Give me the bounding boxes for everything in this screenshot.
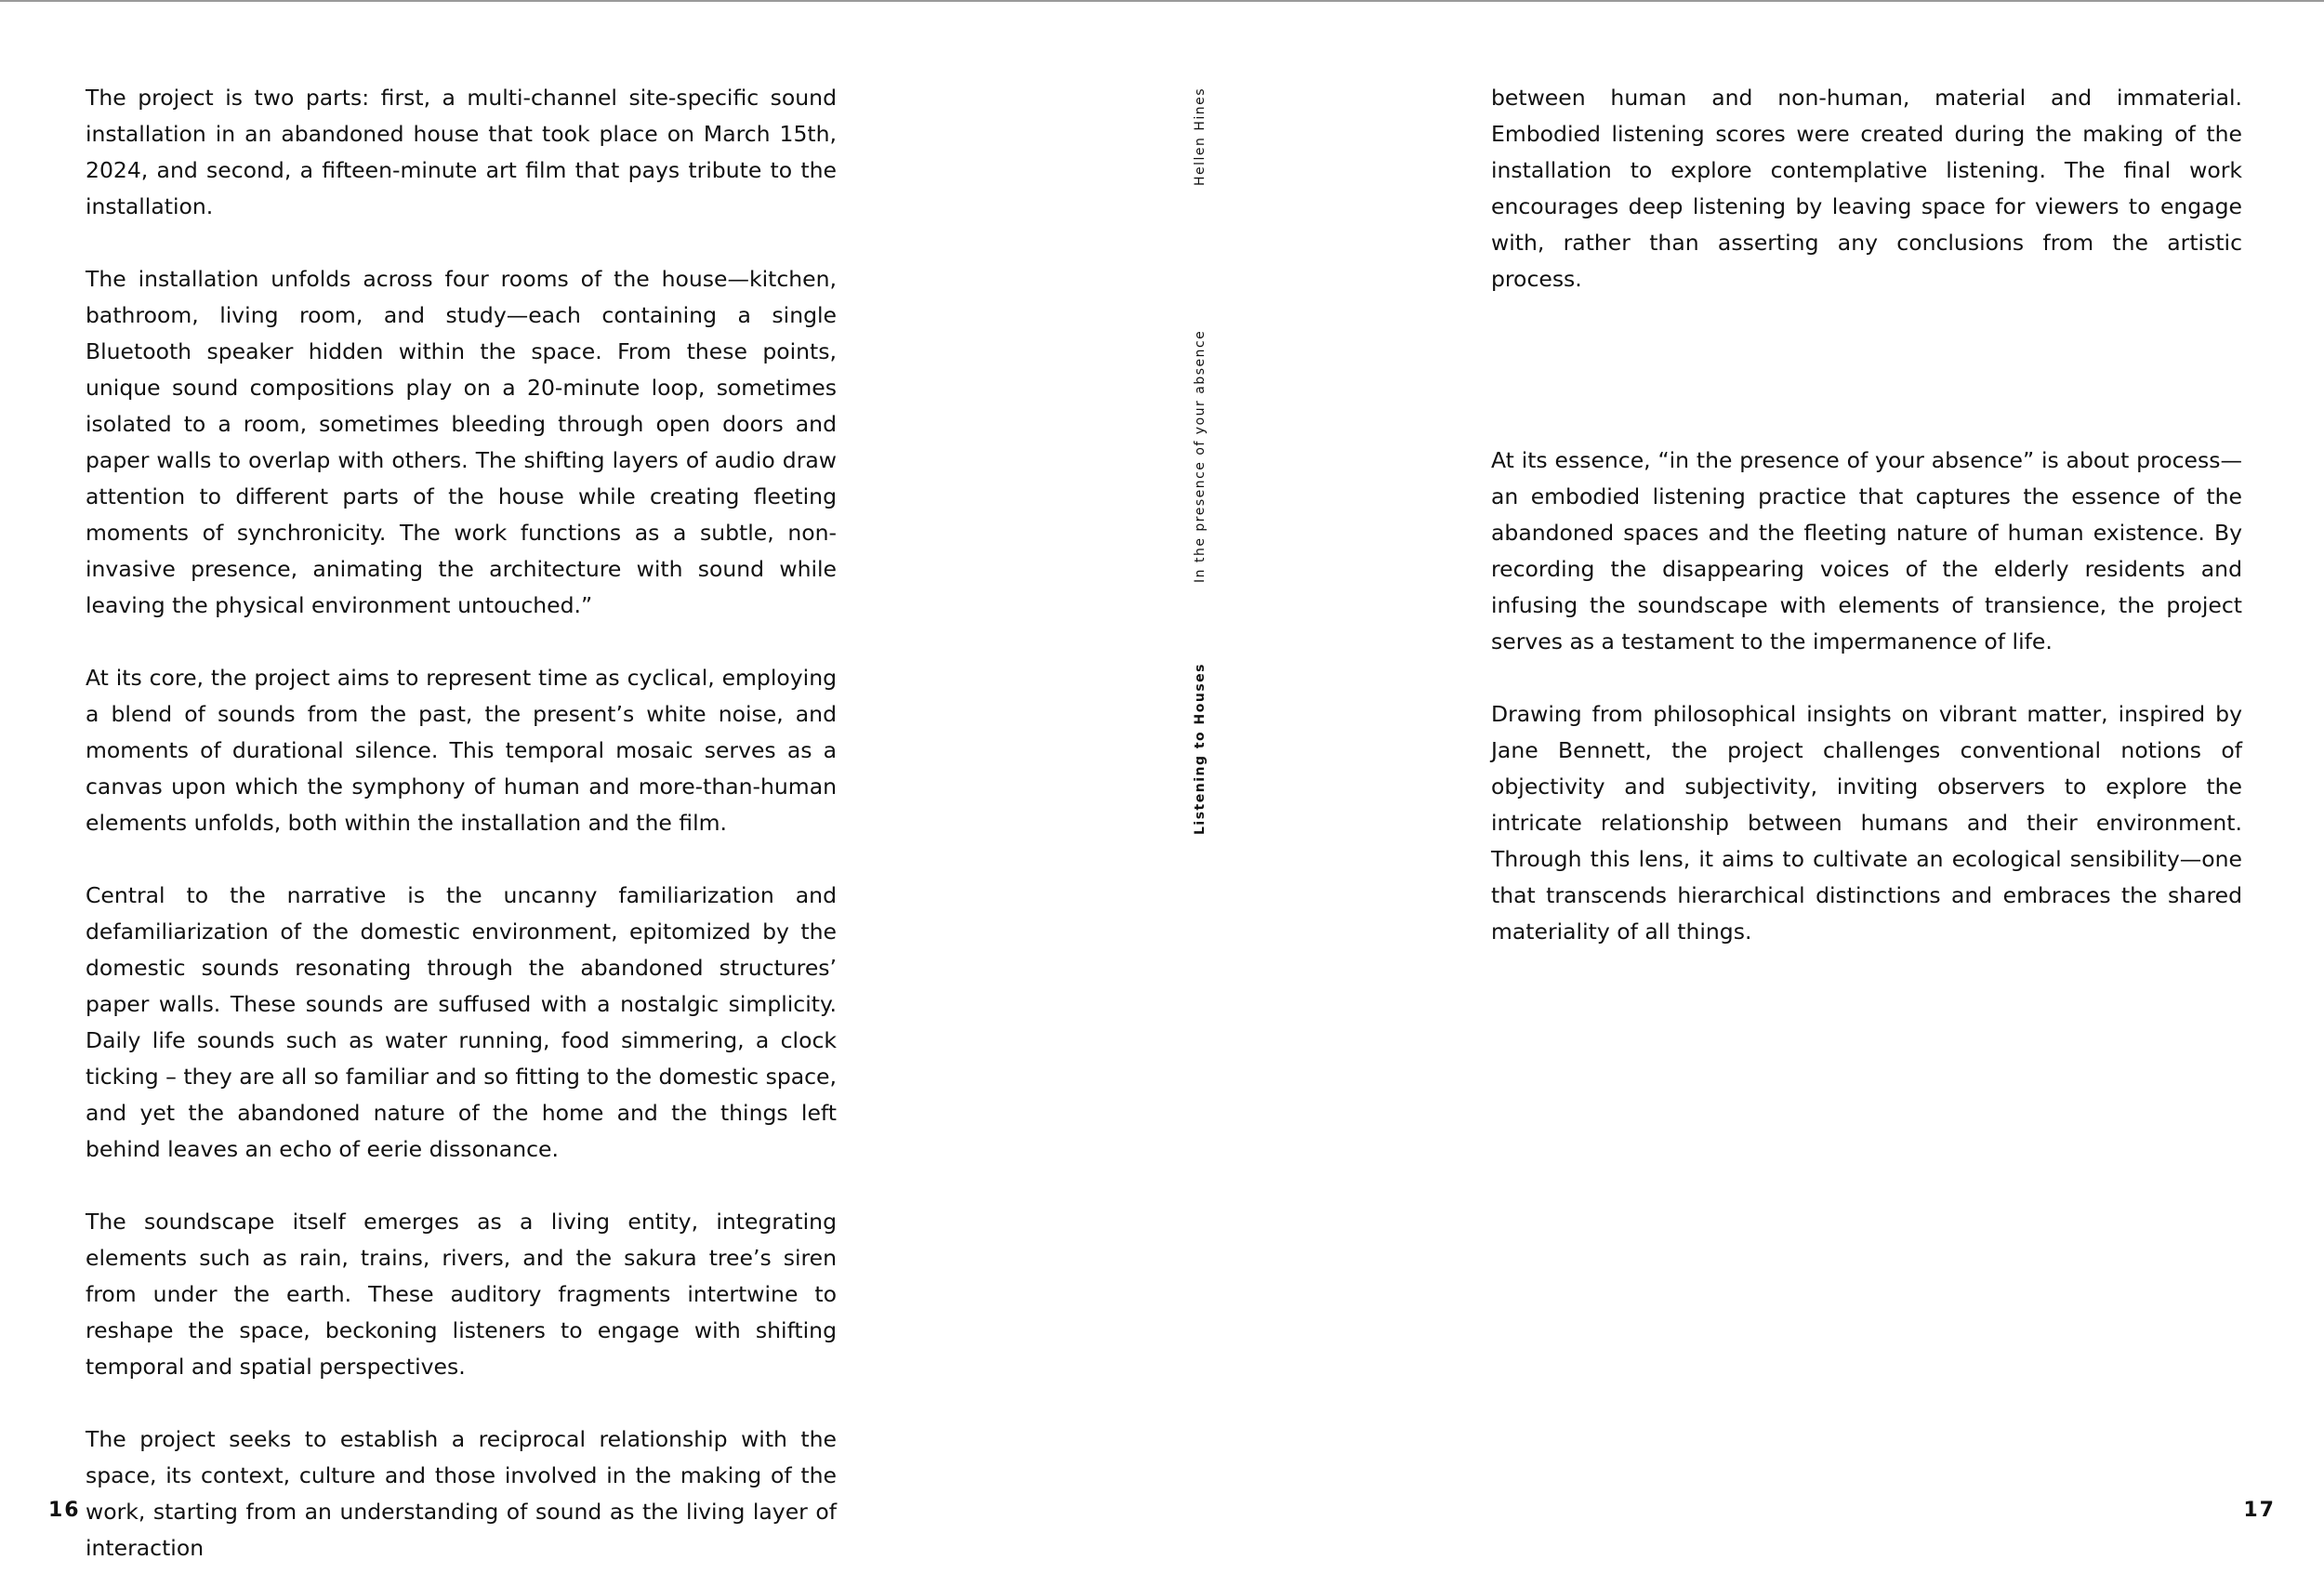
right-page-text-column (1491, 80, 2242, 950)
right-paragraph-3: Drawing from philosophical insights on vibrant matter, inspired by Jane Bennett, the project challenges conventional notions of objectivity and subjectivity, inviting observers to explore the intricate relationship between humans and their environment. Through this lens, it aims to cultivate an ecological sensibility—one that transcends hierarchical distinctions and embraces the shared materiality of all things. (1491, 701, 2242, 945)
left-paragraph-5: The soundscape itself emerges as a living entity, integrating elements such as rain, trains, rivers, and the sakura tree’s siren from under the earth. These auditory fragments intertwine to reshape the space, beckoning listeners to engage with shifting temporal and spatial perspectives. (86, 1209, 837, 1380)
left-paragraph-4: Central to the narrative is the uncanny familiarization and defamiliarization of the domestic environment, epitomized by the domestic sounds resonating through the abandoned structures’ paper walls. These sounds are suffused with a nostalgic simplicity. Daily life sounds such as water running, food simmering, a clock ticking – they are all so familiar and so fitting to the domestic space, and yet the abandoned nature of the home and the things left behind leaves an echo of eerie dissonance. (86, 882, 837, 1162)
running-head-author: Hellen Hines (1193, 86, 1208, 187)
left-paragraph-3: At its core, the project aims to represent time as cyclical, employing a blend of sounds from the past, the present’s white noise, and moments of durational silence. This temporal mosaic serves as a canvas upon which the symphony of human and more-than-human elements unfolds, both within the installation and the film. (86, 665, 837, 836)
left-page-text-column (86, 80, 837, 1566)
running-head-subtitle: In the presence of your absence (1193, 329, 1208, 583)
left-paragraph-6: The project seeks to establish a reciprocal relationship with the space, its context, culture and those involved in the making of the work, starting from an understanding of sound as the living layer of interaction (86, 1426, 837, 1561)
running-head-title: Listening to Houses (1193, 662, 1208, 835)
left-paragraph-2: The installation unfolds across four rooms of the house—kitchen, bathroom, living room, and study—each containing a single Bluetooth speaker hidden within the space. From these points, unique sound compositions play on a 20-minute loop, sometimes isolated to a room, sometimes bleeding through open doors and paper walls to overlap with others. The shifting layers of audio draw attention to different parts of the house while creating fleeting moments of synchronicity. The work functions as a subtle, non-invasive presence, animating the architecture with sound while leaving the physical environment untouched.” (86, 266, 837, 618)
left-paragraph-1: The project is two parts: first, a multi-channel site-specific sound installation in an abandoned house that took place on March 15th, 2024, and second, a fifteen-minute art film that pays tribute to the installation. (86, 85, 837, 219)
right-paragraph-1: between human and non-human, material and immaterial. Embodied listening scores were created during the making of the installation to explore contemplative listening. The final work encourages deep listening by leaving space for viewers to engage with, rather than asserting any conclusions from the artistic process. (1491, 85, 2242, 292)
right-paragraph-2: At its essence, “in the presence of your absence” is about process—an embodied listening practice that captures the essence of the abandoned spaces and the fleeting nature of human existence. By recording the disappearing voices of the elderly residents and infusing the soundscape with elements of transience, the project serves as a testament to the impermanence of life. (1491, 447, 2242, 654)
vertical-running-head (1186, 0, 1214, 1573)
left-page-number: 16 (48, 1499, 81, 1522)
section-spacer (1491, 297, 2242, 443)
right-page-number: 17 (2243, 1499, 2276, 1522)
